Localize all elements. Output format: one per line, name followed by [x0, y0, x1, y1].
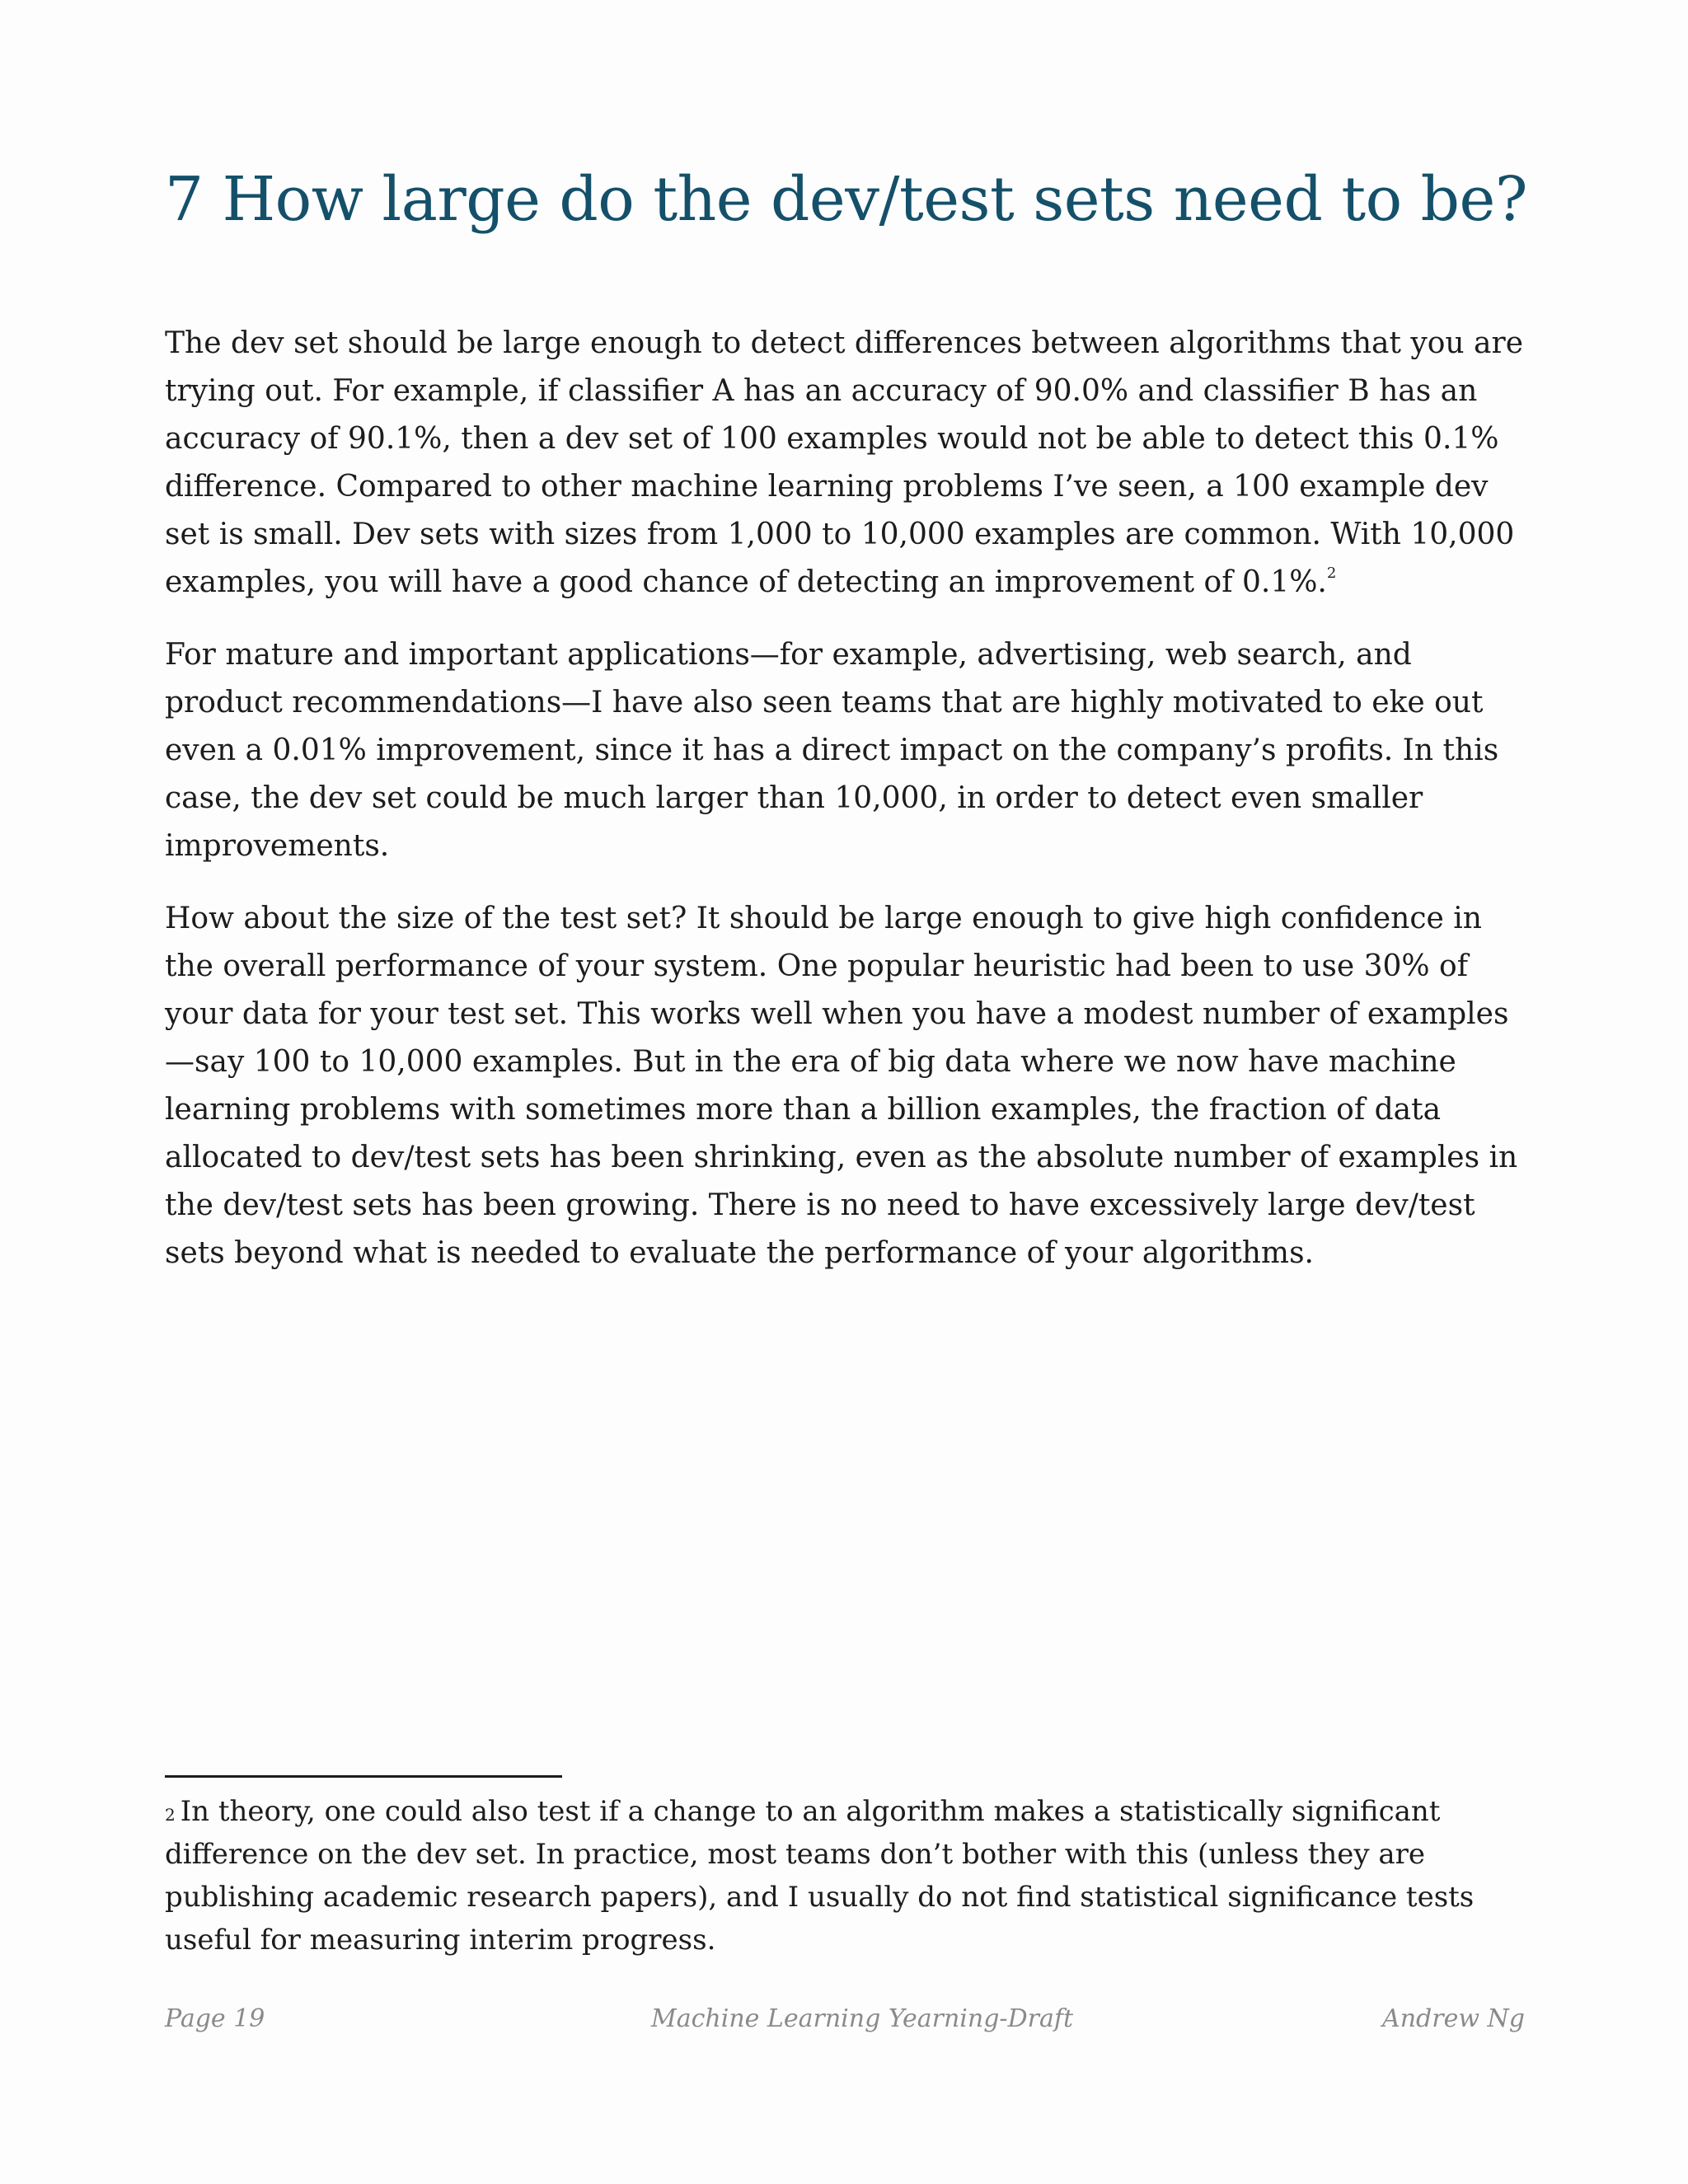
footnote-text: In theory, one could also test if a change to an algorithm makes a statistically significant difference on the dev set. In practice, most teams don’t bother with this (unless they are publishing academic research papers), and I usually do not find statistical significance tests useful for measuring interim progress. — [165, 1795, 1475, 1957]
footer-book-title: Machine Learning Yearning-Draft — [651, 2004, 1074, 2033]
paragraph-1 — [165, 320, 1525, 607]
footer-author: Andrew Ng — [1382, 2004, 1525, 2033]
paragraph-3: How about the size of the test set? It should be large enough to give high confidence in the overall performance of your system. One popular heuristic had been to use 30% of your data for your test set. This works well when you have a modest number of examples—say 100 to 10,000 examples. But in the era of big data where we now have machine learning problems with sometimes more than a billion examples, the fraction of data allocated to dev/test sets has been shrinking, even as the absolute number of examples in the dev/test sets has been growing. There is no need to have excessively large dev/test sets beyond what is needed to evaluate the performance of your algorithms. — [165, 902, 1518, 1270]
paragraph-1-text: The dev set should be large enough to detect differences between algorithms that you are trying out. For example, if classifier A has an accuracy of 90.0% and classifier B has an accuracy of 90.1%, then a dev set of 100 examples would not be able to detect this 0.1% difference. Compared to other machine learning problems I’ve seen, a 100 example dev set is small. Dev sets with sizes from 1,000 to 10,000 examples are common. With 10,000 examples, you will have a good chance of detecting an improvement of 0.1%. — [165, 326, 1524, 599]
footnote-number: 2 — [165, 1805, 176, 1825]
footnote — [165, 1790, 1525, 1961]
body-text — [165, 320, 1525, 1302]
chapter-title: 7 How large do the dev/test sets need to be? — [165, 164, 1528, 235]
page-footer — [165, 2004, 1525, 2037]
footer-page-number: Page 19 — [165, 2004, 265, 2033]
paragraph-2: For mature and important applications—for example, advertising, web search, and product recommendations—I have also seen teams that are highly motivated to eke out even a 0.01% improvement, since it has a direct impact on the company’s profits. In this case, the dev set could be much larger than 10,000, in order to detect even smaller improvements. — [165, 638, 1499, 863]
footnote-divider — [165, 1775, 562, 1778]
footnote-reference[interactable]: 2 — [1326, 565, 1337, 582]
